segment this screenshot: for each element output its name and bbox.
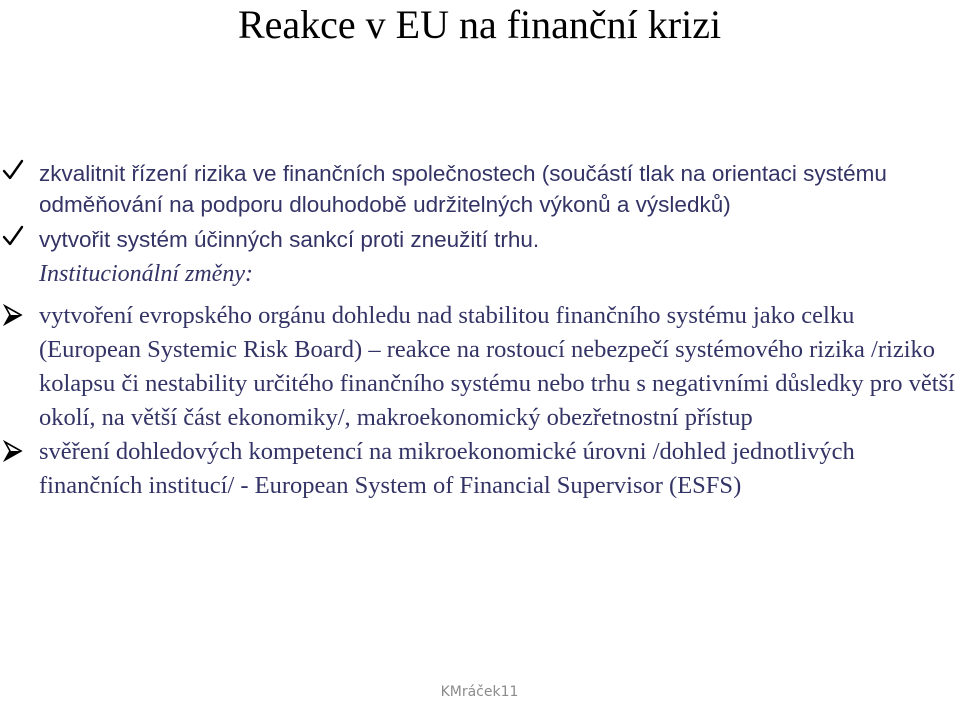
section-heading: Institucionální změny: [39, 261, 253, 287]
slide-title: Reakce v EU na finanční krizi [237, 2, 722, 47]
list-item-text: vytvořit systém účinných sankcí proti zneužití trhu. [39, 227, 540, 252]
arrow-bullet-icon [2, 440, 30, 471]
list-item [0, 158, 959, 220]
bullet-list [0, 158, 959, 503]
list-item-text: vytvoření evropského orgánu dohledu nad stabilitou finančního systému jako celku (European Systemic Risk Board) – reakce na rostoucí nebezpečí systémového rizika /riziko kolapsu či nestability určitého finančního systému nebo trhu s negativními důsledky pro větší okolí, na větší část ekonomiky/, makroekonomický obezřetnostní přístup [39, 302, 955, 431]
footer-label: KMráček11 [440, 684, 519, 700]
checkmark-icon [2, 158, 30, 189]
list-item [0, 435, 959, 503]
checkmark-icon [2, 224, 30, 255]
list-item-text: svěření dohledových kompetencí na mikroekonomické úrovni /dohled jednotlivých finančních institucí/ - European System of Financial Supervisor (ESFS) [39, 438, 855, 499]
list-item-text: zkvalitnit řízení rizika ve finančních společnostech (součástí tlak na orientaci systému odměňování na podporu dlouhodobě udržitelných výkonů a výsledků) [39, 161, 887, 217]
list-item [0, 299, 959, 435]
list-item [0, 224, 959, 255]
arrow-bullet-icon [2, 304, 30, 335]
